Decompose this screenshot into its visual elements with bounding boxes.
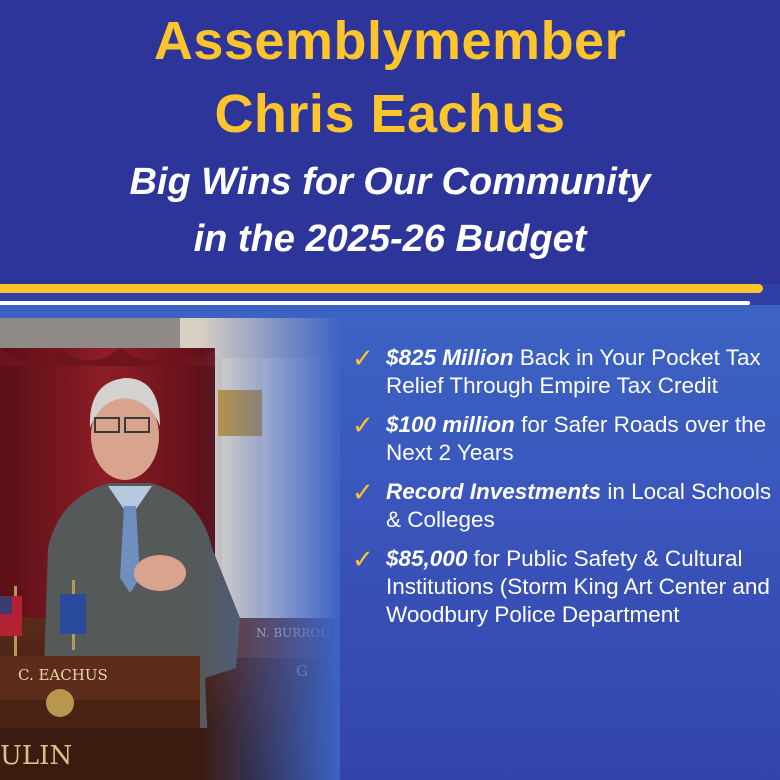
checkmark-icon: ✓ (352, 410, 374, 440)
header-banner (0, 0, 780, 284)
item-text: for Safer Roads over the Next 2 Years (386, 412, 767, 465)
highlight-text: $85,000 (386, 546, 468, 571)
list-item (352, 411, 772, 467)
item-text: for Public Safety & Cultural Institutions (Storm King Art Center and Woodbury Police Department (386, 546, 770, 627)
list-item (352, 344, 772, 400)
wins-list (352, 344, 772, 640)
gold-divider (0, 284, 763, 293)
title-line-2: Chris Eachus (214, 84, 566, 144)
checkmark-icon: ✓ (352, 477, 374, 507)
subtitle-line-1: Big Wins for Our Community (129, 161, 651, 203)
highlight-text: Record Investments (386, 479, 602, 504)
list-item (352, 478, 772, 534)
subtitle-line-2: in the 2025-26 Budget (193, 218, 587, 260)
nameplate-bottom: ULIN (0, 741, 73, 771)
item-text: in Local Schools & Colleges (386, 479, 772, 532)
assemblymember-photo (0, 318, 340, 780)
highlight-text: $100 million (386, 412, 515, 437)
checkmark-icon: ✓ (352, 544, 374, 574)
nameplate-front: C. EACHUS (18, 666, 108, 684)
checkmark-icon: ✓ (352, 343, 374, 373)
white-divider (0, 301, 750, 305)
list-item (352, 545, 772, 629)
title-line-1: Assemblymember (153, 11, 627, 71)
item-text: Back in Your Pocket Tax Relief Through Empire Tax Credit (386, 345, 761, 398)
highlight-text: $825 Million (386, 345, 514, 370)
